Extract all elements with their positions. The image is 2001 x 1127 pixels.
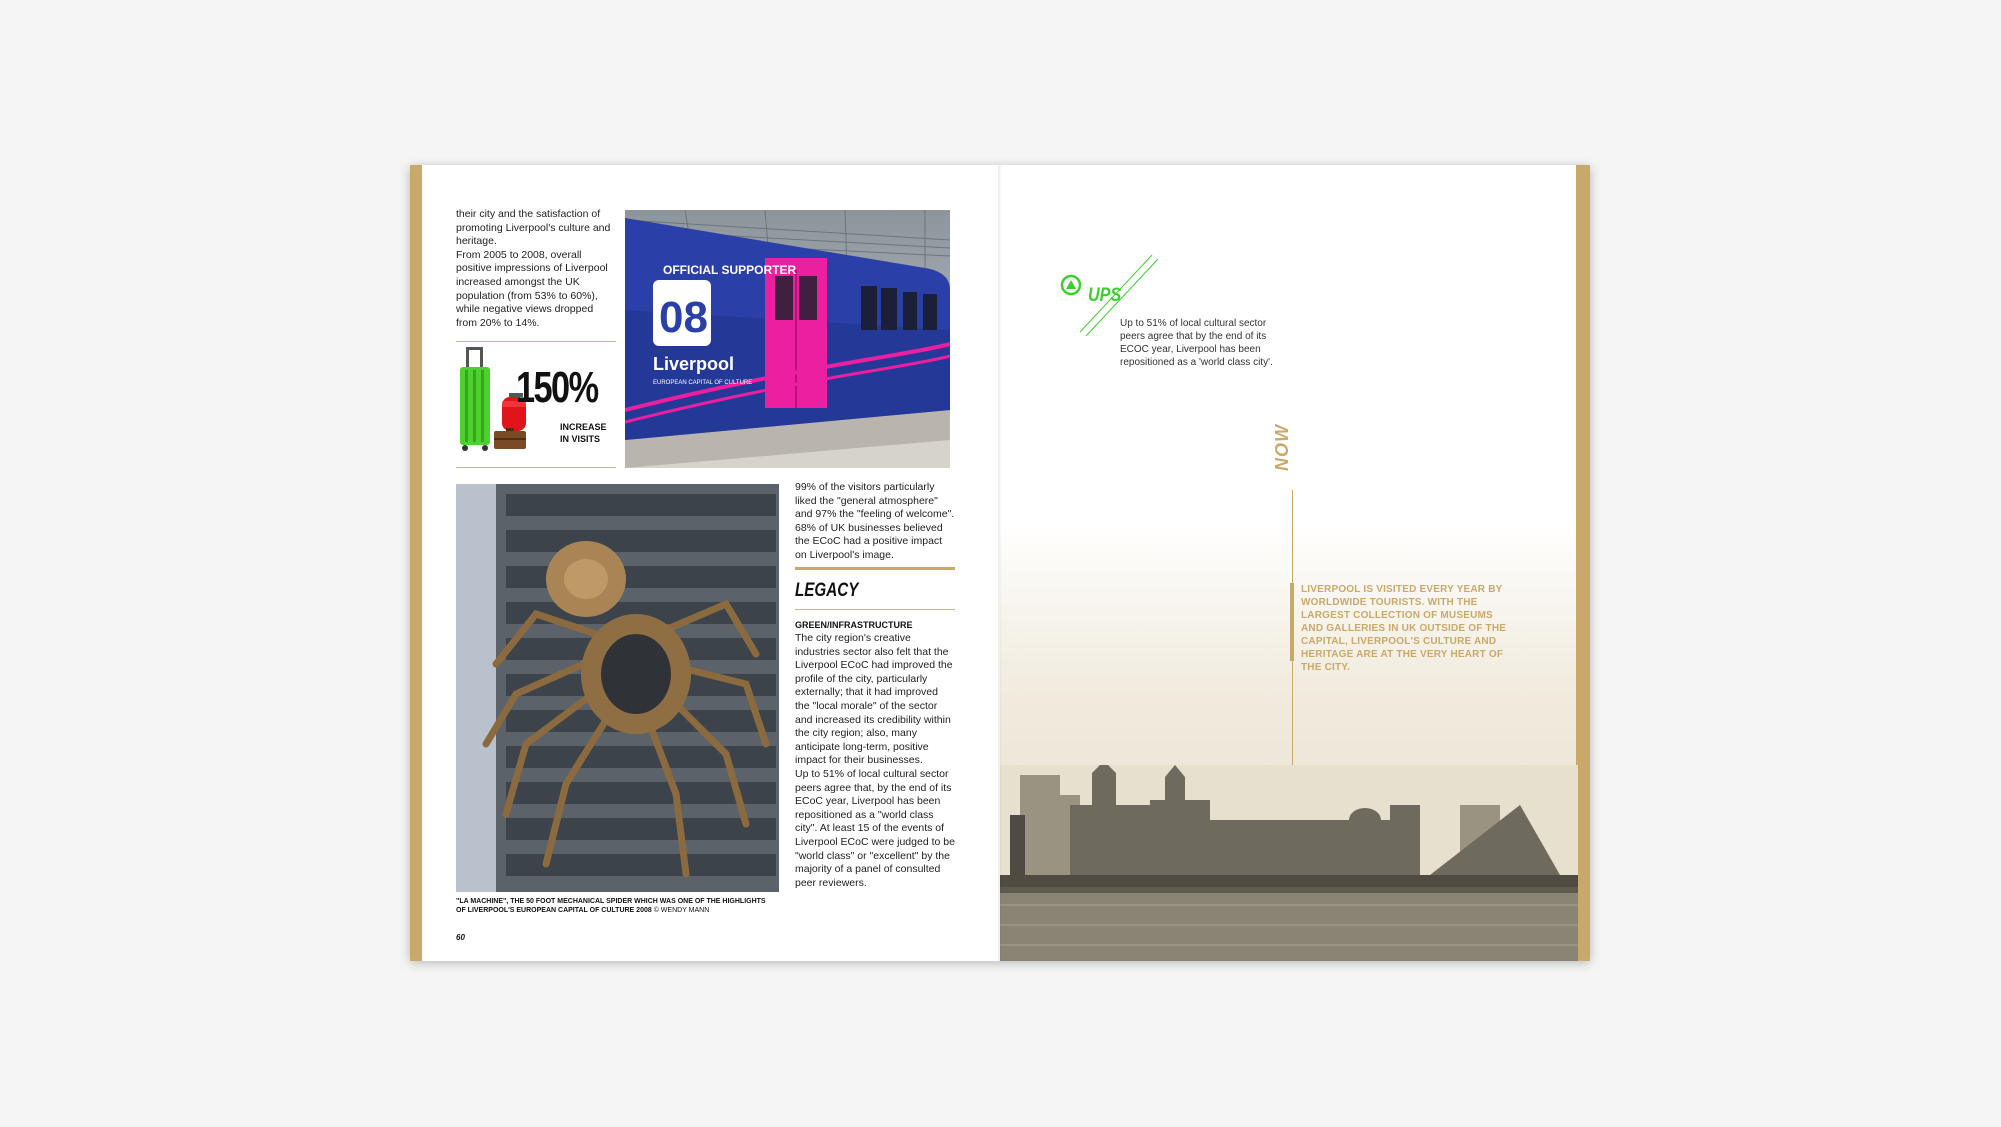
magazine-spread	[410, 165, 1590, 961]
legacy-text	[795, 632, 955, 890]
page-number: 60	[456, 933, 465, 942]
train-year-text: 08	[659, 293, 708, 342]
left-page-gold-edge	[410, 165, 422, 961]
spread-gutter	[998, 165, 1002, 961]
train-official-text: OFFICIAL SUPPORTER	[663, 263, 797, 277]
divider	[456, 467, 616, 468]
right-page-gold-edge	[1576, 165, 1590, 961]
visits-infographic	[456, 345, 616, 455]
caption-main: "LA MACHINE", THE 50 FOOT MECHANICAL SPIDER WHICH WAS ONE OF THE HIGHLIGHTS OF LIVERPOOL'S EUROPEAN CAPITAL OF CULTURE 2008	[456, 898, 766, 914]
legacy-paragraph-2: Up to 51% of local cultural sector peers agree that, by the end of its ECoC year, Liverpool has been repositioned as a "world class city". At least 15 of the events of Liverpool ECoC were judged to be "world class" or "excellent" by the majority of a panel of consulted peer reviewers.	[795, 767, 955, 889]
train-photo	[625, 210, 950, 468]
stat-label-line1: INCREASE	[560, 422, 607, 432]
intro-line-2: From 2005 to 2008, overall positive impressions of Liverpool increased amongst the UK population (from 53% to 60%), while negative views dropped from 20% to 14%.	[456, 248, 608, 329]
suitcase-brown-icon	[494, 428, 526, 449]
suitcase-green-icon	[460, 347, 490, 451]
ups-text: Up to 51% of local cultural sector peers agree that by the end of its ECOC year, Liverpool has been repositioned as a 'world class city'.	[1120, 318, 1273, 368]
liverpool-text: LIVERPOOL IS VISITED EVERY YEAR BY WORLDWIDE TOURISTS. WITH THE LARGEST COLLECTION OF MUSEUMS AND GALLERIES IN UK OUTSIDE OF THE CAPITAL, LIVERPOOL'S CULTURE AND HERITAGE ARE AT THE VERY HEART OF THE CITY.	[1301, 584, 1507, 673]
train-sub-text: EUROPEAN CAPITAL OF CULTURE	[653, 380, 753, 386]
left-page	[410, 165, 1000, 961]
train-image	[625, 210, 950, 468]
spider-image	[456, 484, 779, 892]
visitors-text: 99% of the visitors particularly liked the "general atmosphere" and 97% the "feeling of welcome". 68% of UK businesses believed the ECoC had a positive impact on Liverpool's image.	[795, 481, 955, 561]
up-arrow-circle-icon	[1062, 276, 1080, 294]
divider	[456, 341, 616, 342]
stat-label-line2: IN VISITS	[560, 434, 601, 444]
divider-thick	[795, 567, 955, 570]
spider-photo	[456, 484, 779, 892]
legacy-paragraph-1: The city region's creative industries sector also felt that the Liverpool ECoC had improved the profile of the city, particularly externally; that it had improved the "local morale" of the sector and increased its credibility within the city region; also, many anticipate long-term, positive impact for their businesses.	[795, 632, 953, 767]
right-page	[1000, 165, 1590, 961]
legacy-heading: LEGACY	[795, 580, 859, 601]
now-label: NOW	[1272, 424, 1292, 471]
legacy-subheading: GREEN/INFRASTRUCTURE	[795, 620, 913, 630]
caption-credit: © WENDY MANN	[653, 907, 710, 914]
train-brand-text: Liverpool	[653, 354, 735, 374]
stat-label	[560, 421, 620, 445]
skyline-photo	[1000, 765, 1578, 961]
divider	[795, 609, 955, 610]
photo-caption	[456, 897, 776, 915]
ups-heading: UPS	[1088, 285, 1122, 306]
intro-text	[456, 208, 616, 330]
intro-line-1: their city and the satisfaction of promoting Liverpool's culture and heritage.	[456, 208, 611, 248]
now-accent-bar	[1290, 583, 1294, 661]
stat-number: 150%	[516, 363, 598, 412]
